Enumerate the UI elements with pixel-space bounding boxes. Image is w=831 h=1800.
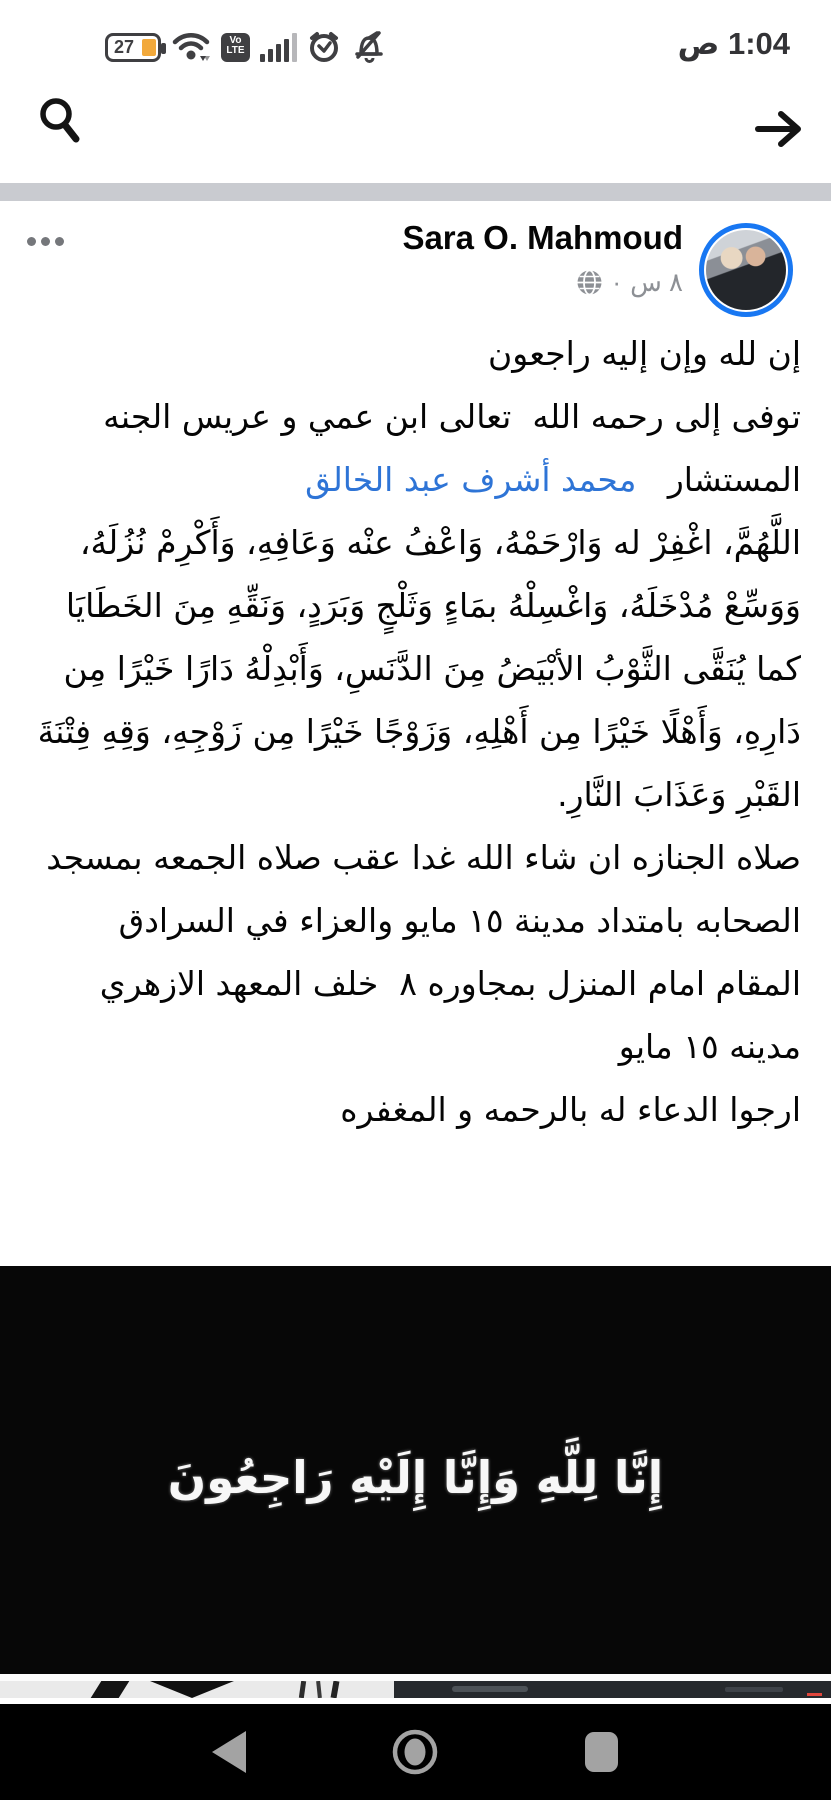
nav-back-icon[interactable] <box>212 1731 246 1773</box>
volte-label-bottom: LTE <box>226 44 245 56</box>
avatar-photo <box>706 230 786 310</box>
battery-fill <box>142 39 156 56</box>
author-name[interactable]: Sara O. Mahmoud <box>402 219 683 256</box>
navigation-bar <box>0 1704 831 1800</box>
post-paragraph <box>30 826 801 1078</box>
battery-nub <box>161 43 166 54</box>
wifi-icon <box>171 30 211 64</box>
post-paragraph <box>30 385 801 511</box>
section-divider <box>0 183 831 201</box>
post-paragraph <box>30 322 801 385</box>
search-icon <box>34 94 86 150</box>
next-post-dark-bar <box>394 1681 831 1698</box>
nav-recents-icon[interactable] <box>585 1732 618 1772</box>
status-icons <box>105 30 387 64</box>
status-bar <box>0 24 831 68</box>
meta-separator: · <box>612 267 622 297</box>
muted-bell-icon <box>351 30 387 64</box>
post-timestamp: ٨ س <box>630 267 683 297</box>
alarm-clock-icon <box>307 30 341 64</box>
post-text: ارجوا الدعاء له بالرحمه و المغفره <box>340 1090 801 1129</box>
back-arrow-icon <box>754 108 804 150</box>
next-post-photo-sliver <box>0 1681 394 1698</box>
image-bottom-gap <box>0 1674 831 1681</box>
post-header <box>0 201 831 321</box>
post-body <box>0 316 831 1266</box>
signal-bars-icon <box>260 32 297 62</box>
post-meta <box>402 267 683 298</box>
sliver-red-mark <box>807 1693 822 1696</box>
search-button[interactable] <box>34 94 86 150</box>
post-text: اللَّهُمَّ، اغْفِرْ له وَارْحَمْهُ، وَاعْفُ عنْه وَعَافِهِ، وَأَكْرِمْ نُزُلَهُ، وَوَسِّعْ مُدْخَلَهُ، وَاغْسِلْهُ بمَاءٍ وَثَلْجٍ وَبَرَدٍ، وَنَقِّهِ مِنَ الخَطَايَا كما يُنَقَّى الثَّوْبُ الأبْيَضُ مِنَ الدَّنَسِ، وَأَبْدِلْهُ دَارًا خَيْرًا مِن دَارِهِ، وَأَهْلًا خَيْرًا مِن أَهْلِهِ، وَزَوْجًا خَيْرًا مِن زَوْجِهِ، وَقِهِ فِتْنَةَ القَبْرِ وَعَذَابَ النَّارِ. <box>27 523 801 814</box>
battery-icon <box>105 33 161 62</box>
privacy-globe-icon <box>576 269 603 296</box>
author-block <box>402 219 683 298</box>
sliver-faint-icons <box>725 1687 783 1692</box>
volte-label-top: Vo <box>229 34 242 46</box>
volte-icon <box>221 33 250 62</box>
post-paragraph <box>27 511 801 826</box>
tagged-profile-link[interactable]: محمد أشرف عبد الخالق <box>305 460 637 499</box>
post-text: صلاه الجنازه ان شاء الله غدا عقب صلاه الجمعه بمسجد الصحابه بامتداد مدينة ١٥ مايو والعزاء في السرادق المقام امام المنزل بمجاوره ٨ خلف المعهد الازهري مدينه ١٥ مايو <box>35 838 801 1066</box>
image-calligraphy-text: إِنَّا لِلَّهِ وَإِنَّا إِلَيْهِ رَاجِعُونَ <box>167 1450 664 1504</box>
back-button[interactable] <box>754 108 804 150</box>
status-time: 1:04 ص <box>677 26 790 61</box>
post-paragraph <box>30 1078 801 1141</box>
post-text: إن لله وإن إليه راجعون <box>488 334 801 373</box>
post-text: توفى إلى رحمه الله تعالى ابن عمي و عريس الجنه المستشار <box>92 397 801 499</box>
next-post-sliver <box>0 1681 831 1698</box>
sliver-faint-text <box>452 1686 528 1692</box>
battery-percent: 27 <box>114 36 135 57</box>
avatar[interactable] <box>699 223 793 317</box>
post-image[interactable] <box>0 1266 831 1674</box>
toolbar <box>0 88 831 160</box>
nav-home-icon[interactable] <box>391 1728 439 1781</box>
more-options-button[interactable] <box>27 237 64 246</box>
